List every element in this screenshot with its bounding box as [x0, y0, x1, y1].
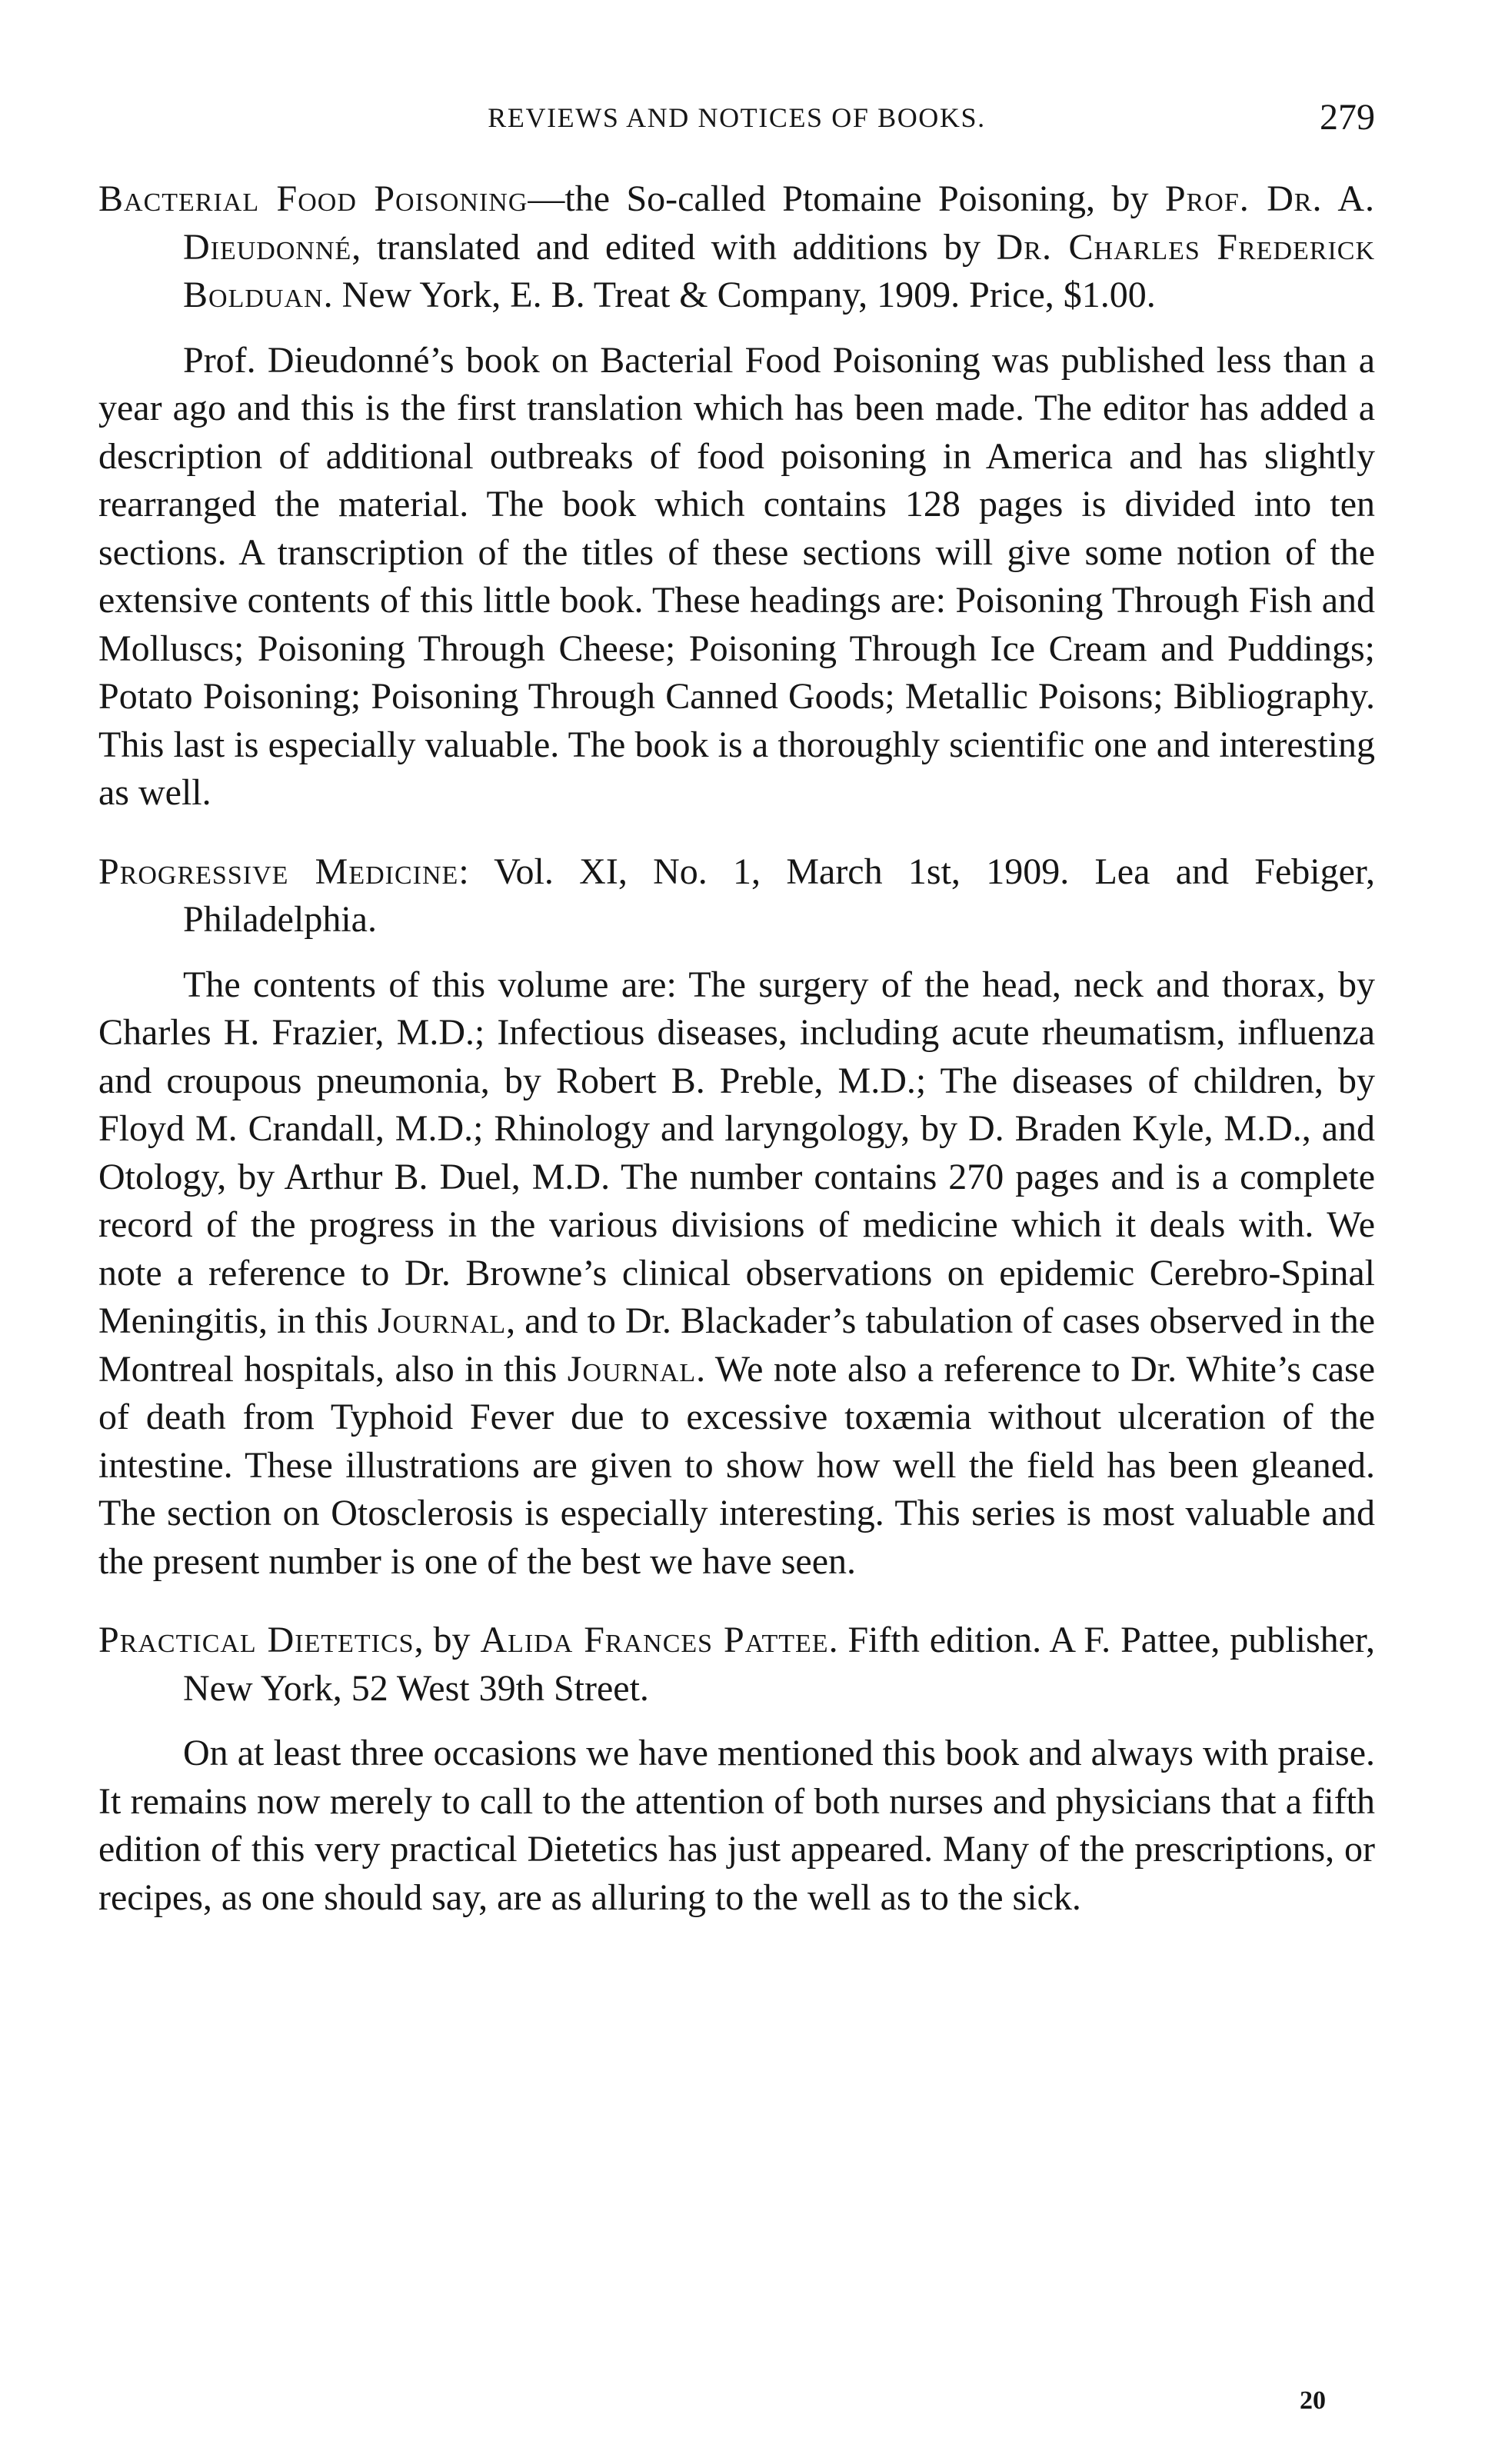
review-entry-practical-dietetics: [98, 1617, 1375, 1922]
signature-mark: 20: [1300, 2386, 1326, 2415]
journal-reference: Journal: [567, 1348, 697, 1390]
book-citation: [98, 1617, 1375, 1713]
review-text: On at least three occasions we have mentioned this book and always with praise. It remains now merely to call to the attention of both nurses and physicians that a fifth edition of this very practical Dietetics has just appeared. Many of the prescriptions, or recipes, as one should say, are as alluring to the well as to the sick.: [98, 1733, 1375, 1918]
review-text-part: , and to Dr. Blackader’s tabulation of cases observed in the Montreal hospitals, also in this: [98, 1300, 1375, 1390]
citation-connector: —the So-called Ptomaine Poisoning, by: [528, 178, 1165, 219]
review-entry-bacterial-food-poisoning: [98, 175, 1375, 817]
review-text-part: . We note also a reference to Dr. White’s case of death from Typhoid Fever due to excessive toxæmia without ulceration of the intestine. These illustrations are given to show how well the field has been gleaned. The section on Otosclerosis is especially interesting. This series is most valuable and the present number is one of the best we have seen.: [98, 1348, 1376, 1582]
running-header: [98, 91, 1375, 145]
citation-connector: , by: [414, 1620, 481, 1660]
book-title: Practical Dietetics: [98, 1620, 415, 1660]
citation-middle: , translated and edited with additions by: [351, 226, 997, 268]
running-title: REVIEWS AND NOTICES OF BOOKS.: [488, 102, 986, 133]
journal-reference: Journal: [377, 1300, 507, 1341]
book-title: Progressive Medicine: [98, 851, 459, 892]
review-entry-progressive-medicine: [98, 848, 1375, 1587]
book-citation: [98, 848, 1375, 944]
page-number: 279: [1320, 97, 1375, 138]
book-editor: Dr. Charles Frederick Bolduan: [183, 226, 1375, 315]
reviews-section: [98, 175, 1375, 1953]
review-text: Prof. Dieudonné’s book on Bacterial Food Poisoning was published less than a year ago and this is the first translation which has been made. The editor has added a description of additional outbreaks of food poisoning in America and has slightly rearranged the material. The book which contains 128 pages is divided into ten sections. A transcription of the titles of these sections will give some notion of the extensive contents of this little book. These headings are: Poisoning Through Fish and Molluscs; Poisoning Through Cheese; Poisoning Through Ice Cream and Puddings; Potato Poisoning; Poisoning Through Canned Goods; Metallic Poisons; Bibliography. This last is especially valuable. The book is a thoroughly scientific one and interesting as well.: [98, 339, 1375, 813]
publication-details: . Fifth edition. A F. Pattee, publisher, New York, 52 West 39th Street.: [183, 1620, 1375, 1709]
publication-details: . New York, E. B. Treat & Company, 1909. Price, $1.00.: [323, 275, 1156, 315]
book-title: Bacterial Food Poisoning: [98, 178, 528, 219]
book-author: Prof. Dr. A. Dieudonné: [183, 178, 1375, 268]
book-author: Alida Frances Pattee: [480, 1620, 829, 1660]
review-text: [98, 961, 1375, 1587]
publication-details: : Vol. XI, No. 1, March 1st, 1909. Lea and Febiger, Philadelphia.: [183, 851, 1375, 940]
review-text-part: The contents of this volume are: The surgery of the head, neck and thorax, by Charles H. Frazier, M.D.; Infectious diseases, including acute rheumatism, influenza and croupous pneumonia, by Robert B. Preble, M.D.; The diseases of children, by Floyd M. Crandall, M.D.; Rhinology and laryngology, by D. Braden Kyle, M.D., and Otology, by Arthur B. Duel, M.D. The number contains 270 pages and is a complete record of the progress in the various divisions of medicine which it deals with. We note a reference to Dr. Browne’s clinical observations on epidemic Cerebro-Spinal Meningitis, in this: [98, 964, 1375, 1341]
book-citation: [98, 175, 1375, 320]
